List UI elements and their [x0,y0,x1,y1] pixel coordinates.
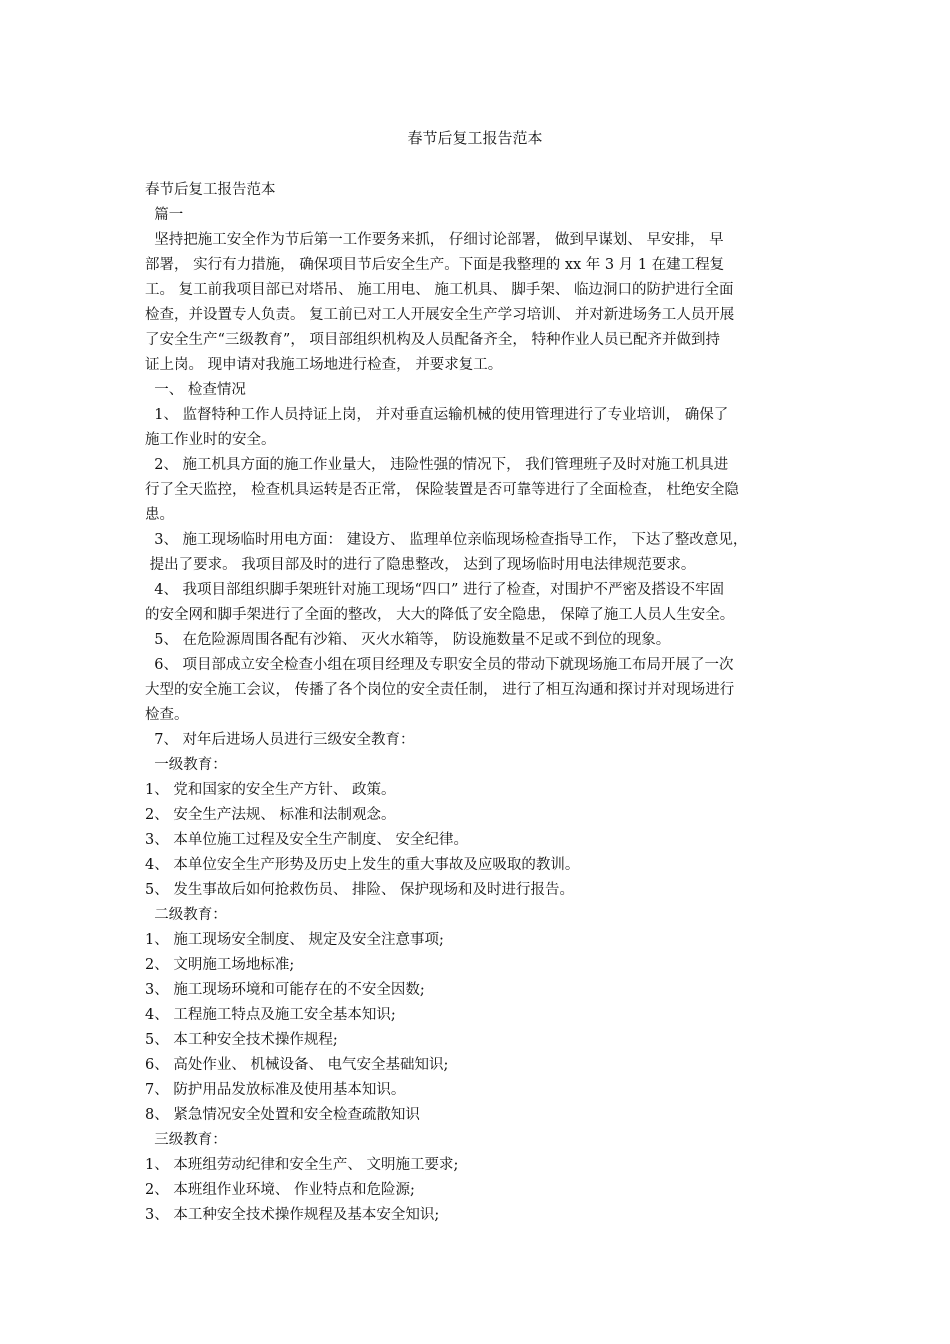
text-line: 施工作业时的安全。 [145,432,276,448]
text-line: 7、 防护用品发放标准及使用基本知识。 [145,1082,406,1098]
text-line: 1、 施工现场安全制度、 规定及安全注意事项; [145,932,444,948]
text-line: 5、 本工种安全技术操作规程; [145,1032,338,1048]
text-line: 6、 高处作业、 机械设备、 电气安全基础知识; [145,1057,449,1073]
text-line: 二级教育： [145,907,227,923]
text-line: 3、 施工现场临时用电方面： 建设方、 监理单位亲临现场检查指导工作， 下达了整改意见， [145,532,748,548]
text-line: 的安全网和脚手架进行了全面的整改， 大大的降低了安全隐患， 保障了施工人员人生安全。 [145,607,735,623]
text-line: 3、 本单位施工过程及安全生产制度、 安全纪律。 [145,832,468,848]
text-line: 检查，并设置专人负责。 复工前已对工人开展安全生产学习培训、 并对新进场务工人员开展 [145,307,735,323]
text-line: 工。 复工前我项目部已对塔吊、 施工用电、 施工机具、 脚手架、 临边洞口的防护进行全面 [145,282,734,298]
text-line: 5、 发生事故后如何抢救伤员、 排险、 保护现场和及时进行报告。 [145,882,575,898]
document-title: 春节后复工报告范本 [407,129,543,147]
text-line: 行了全天监控， 检查机具运转是否正常， 保险装置是否可靠等进行了全面检查， 杜绝安全隐 [145,482,739,498]
text-line: 3、 施工现场环境和可能存在的不安全因数; [145,982,425,998]
text-line: 部署， 实行有力措施， 确保项目节后安全生产。下面是我整理的 xx 年 3 月 1 在建工程复 [145,257,725,273]
text-line: 患。 [145,507,174,523]
text-line: 篇一 [145,207,184,223]
text-line: 三级教育： [145,1132,227,1148]
text-line: 4、 工程施工特点及施工安全基本知识; [145,1007,396,1023]
text-line: 坚持把施工安全作为节后第一工作要务来抓， 仔细讨论部署， 做到早谋划、 早安排， 早 [145,232,724,248]
text-line: 2、 文明施工场地标准; [145,957,295,973]
text-line: 春节后复工报告范本 [145,182,276,198]
document-body [145,178,825,1228]
text-line: 1、 本班组劳动纪律和安全生产、 文明施工要求; [145,1157,459,1173]
text-line: 大型的安全施工会议， 传播了各个岗位的安全责任制， 进行了相互沟通和探讨并对现场进行 [145,682,735,698]
text-line: 证上岗。 现申请对我施工场地进行检查， 并要求复工。 [145,357,503,373]
text-line: 4、 我项目部组织脚手架班针对施工现场“四口” 进行了检查，对围护不严密及搭设不牢固 [145,582,724,598]
text-line: 2、 本班组作业环境、 作业特点和危险源; [145,1182,415,1198]
text-line: 1、 监督特种工作人员持证上岗， 并对垂直运输机械的使用管理进行了专业培训， 确保了 [145,407,729,423]
text-line: 了安全生产“三级教育”， 项目部组织机构及人员配备齐全， 特种作业人员已配齐并做到持 [145,332,721,348]
text-line: 1、 党和国家的安全生产方针、 政策。 [145,782,396,798]
text-line: 8、 紧急情况安全处置和安全检查疏散知识 [145,1107,420,1123]
text-line: 7、 对年后进场人员进行三级安全教育： [145,732,415,748]
text-line: 一级教育： [145,757,227,773]
text-line: 检查。 [145,707,189,723]
text-line: 6、 项目部成立安全检查小组在项目经理及专职安全员的带动下就现场施工布局开展了一次 [145,657,734,673]
text-line: 一、 检查情况 [145,382,246,398]
text-line: 3、 本工种安全技术操作规程及基本安全知识; [145,1207,440,1223]
text-line: 2、 施工机具方面的施工作业量大， 违险性强的情况下， 我们管理班子及时对施工机具进 [145,457,729,473]
text-line: 2、 安全生产法规、 标准和法制观念。 [145,807,396,823]
text-line: 提出了要求。 我项目部及时的进行了隐患整改， 达到了现场临时用电法律规范要求。 [145,557,696,573]
text-line: 5、 在危险源周围各配有沙箱、 灭火水箱等， 防设施数量不足或不到位的现象。 [145,632,671,648]
text-line: 4、 本单位安全生产形势及历史上发生的重大事故及应吸取的教训。 [145,857,580,873]
